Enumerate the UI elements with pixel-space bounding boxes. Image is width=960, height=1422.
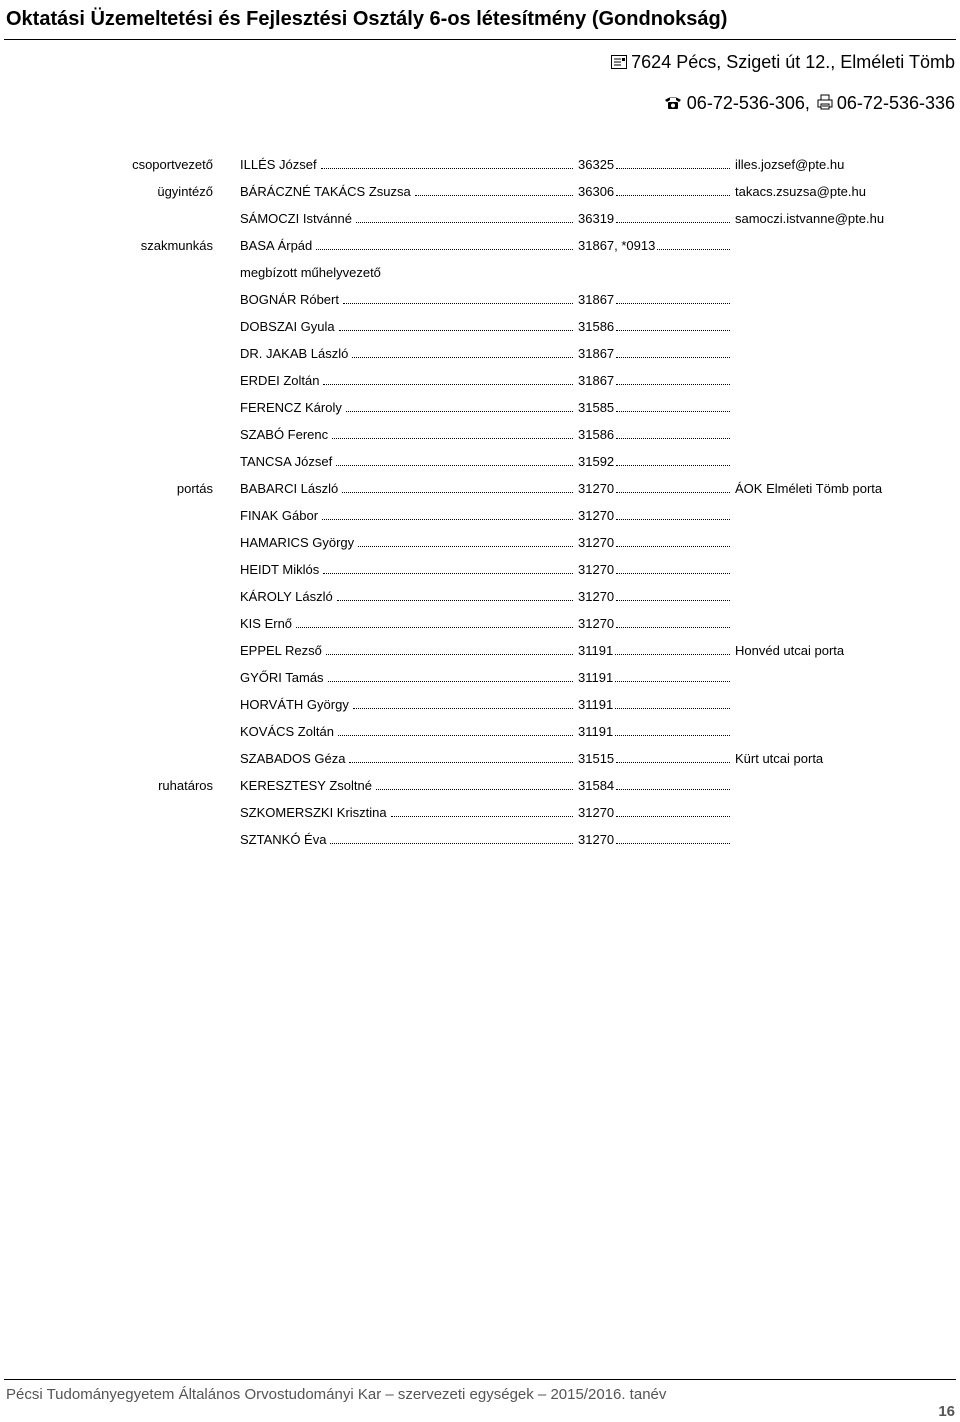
row-note: takacs.zsuzsa@pte.hu [735, 184, 866, 199]
phone-extension [578, 589, 730, 604]
staff-name-text: HORVÁTH György [240, 697, 349, 712]
leader-dots [616, 438, 730, 439]
phone-extension [578, 481, 730, 496]
phone-extension-text: 31270 [578, 535, 615, 550]
staff-name-text: SZKOMERSZKI Krisztina [240, 805, 387, 820]
list-item [0, 827, 960, 854]
phone-extension-text: 31592 [578, 454, 615, 469]
leader-dots [323, 573, 573, 574]
leader-dots [616, 789, 730, 790]
staff-name-text: EPPEL Rezső [240, 643, 322, 658]
staff-name-text: SZABÓ Ferenc [240, 427, 329, 442]
footer-divider [4, 1379, 956, 1380]
staff-name-text: GYŐRI Tamás [240, 670, 324, 685]
phone-extension [578, 346, 730, 361]
role-label: szakmunkás [140, 238, 213, 253]
leader-dots [616, 600, 730, 601]
phone-extension-text: 31270 [578, 562, 615, 577]
leader-dots [326, 654, 573, 655]
phone-extension [578, 643, 730, 658]
leader-dots [615, 681, 730, 682]
mail-icon [611, 53, 627, 74]
leader-dots [358, 546, 573, 547]
list-item [0, 368, 960, 395]
staff-name [240, 400, 573, 415]
leader-dots [376, 789, 573, 790]
staff-name-text: ILLÉS József [240, 157, 317, 172]
leader-dots [415, 195, 573, 196]
phone-extension [578, 184, 730, 199]
leader-dots [616, 465, 730, 466]
leader-dots [615, 708, 730, 709]
phone-extension-text: 31584 [578, 778, 615, 793]
phone-extension-text: 31270 [578, 481, 615, 496]
leader-dots [342, 492, 573, 493]
staff-name [240, 508, 573, 523]
list-item [0, 449, 960, 476]
staff-name [240, 184, 573, 199]
staff-name-text: KOVÁCS Zoltán [240, 724, 334, 739]
staff-name-text: HAMARICS György [240, 535, 355, 550]
list-item [0, 206, 960, 233]
role-label: ügyintéző [157, 184, 213, 199]
staff-name [240, 562, 573, 577]
staff-name-text: FINAK Gábor [240, 508, 319, 523]
phone-extension [578, 454, 730, 469]
leader-dots [616, 195, 730, 196]
staff-name [240, 211, 573, 226]
phone-extension-text: 31867 [578, 373, 615, 388]
staff-name [240, 157, 573, 172]
contact-line [663, 93, 955, 115]
staff-name-text: KIS Ernő [240, 616, 293, 631]
footer-text: Pécsi Tudományegyetem Általános Orvostudományi Kar – szervezeti egységek – 2015/2016. tanév [6, 1386, 667, 1403]
list-item [0, 611, 960, 638]
phone-extension-text: 31191 [578, 643, 614, 658]
staff-name-text: KÁROLY László [240, 589, 333, 604]
leader-dots [616, 330, 730, 331]
staff-name [240, 346, 573, 361]
header-divider [4, 39, 956, 40]
phone-extension [578, 211, 730, 226]
leader-dots [339, 330, 573, 331]
leader-dots [616, 519, 730, 520]
leader-dots [296, 627, 573, 628]
phone-extension-text: 31270 [578, 508, 615, 523]
leader-dots [616, 843, 730, 844]
staff-list [0, 152, 960, 854]
leader-dots [330, 843, 573, 844]
page-number: 16 [938, 1403, 955, 1420]
leader-dots [336, 465, 573, 466]
staff-name-text: SZABADOS Géza [240, 751, 346, 766]
staff-name [240, 751, 573, 766]
staff-name [240, 589, 573, 604]
phone-extension-text: 31191 [578, 724, 614, 739]
list-item [0, 800, 960, 827]
list-item [0, 584, 960, 611]
leader-dots [346, 411, 573, 412]
staff-name [240, 481, 573, 496]
staff-name [240, 616, 573, 631]
leader-dots [353, 708, 573, 709]
staff-name-text: BÁRÁCZNÉ TAKÁCS Zsuzsa [240, 184, 411, 199]
phone-extension [578, 805, 730, 820]
staff-name [240, 724, 573, 739]
staff-name [240, 832, 573, 847]
leader-dots [323, 384, 573, 385]
phone-extension [578, 400, 730, 415]
leader-dots [352, 357, 573, 358]
phone-extension [578, 751, 730, 766]
list-item [0, 314, 960, 341]
leader-dots [391, 816, 573, 817]
phone-extension-text: 31191 [578, 697, 614, 712]
list-item [0, 665, 960, 692]
staff-name-text: FERENCZ Károly [240, 400, 342, 415]
list-item [0, 638, 960, 665]
list-item [0, 557, 960, 584]
phone-extension-text: 31586 [578, 319, 615, 334]
phone-extension-text: 36306 [578, 184, 615, 199]
phone-extension-text: 31270 [578, 589, 615, 604]
phone-extension-text: 31515 [578, 751, 615, 766]
staff-name [240, 454, 573, 469]
phone-extension [578, 238, 730, 253]
leader-dots [343, 303, 573, 304]
staff-name [240, 292, 573, 307]
staff-name [240, 319, 573, 334]
leader-dots [349, 762, 573, 763]
leader-dots [616, 816, 730, 817]
phone-extension [578, 697, 730, 712]
phone-extension-text: 31867 [578, 292, 615, 307]
leader-dots [615, 654, 730, 655]
leader-dots [356, 222, 573, 223]
staff-name-text: HEIDT Miklós [240, 562, 320, 577]
phone-extension [578, 319, 730, 334]
list-item [0, 746, 960, 773]
row-note: Honvéd utcai porta [735, 643, 845, 658]
role-label: portás [176, 481, 213, 496]
staff-name [240, 238, 573, 253]
phone-extension [578, 157, 730, 172]
staff-name [240, 643, 573, 658]
phone-extension-text: 31270 [578, 805, 615, 820]
phone-extension [578, 427, 730, 442]
leader-dots [316, 249, 573, 250]
list-item [0, 503, 960, 530]
staff-name-text: KERESZTESY Zsoltné [240, 778, 372, 793]
role-label: ruhatáros [158, 778, 213, 793]
staff-name-text: DR. JAKAB László [240, 346, 349, 361]
staff-name-text: BABARCI László [240, 481, 339, 496]
phone-extension-text: 31586 [578, 427, 615, 442]
list-item [0, 530, 960, 557]
leader-dots [328, 681, 573, 682]
leader-dots [616, 222, 730, 223]
phone-extension [578, 724, 730, 739]
staff-name [240, 373, 573, 388]
list-item [0, 773, 960, 800]
staff-name [240, 697, 573, 712]
phone-extension-text: 31585 [578, 400, 615, 415]
leader-dots [657, 249, 730, 250]
row-note: samoczi.istvanne@pte.hu [735, 211, 885, 226]
leader-dots [338, 735, 573, 736]
staff-title: megbízott műhelyvezető [240, 265, 381, 280]
phone-extension-text: 31867, *0913 [578, 238, 656, 253]
leader-dots [616, 627, 730, 628]
list-item [0, 260, 960, 287]
phone-extension [578, 832, 730, 847]
list-item [0, 233, 960, 260]
fax-icon [817, 94, 833, 115]
staff-name [240, 670, 573, 685]
phone-extension-text: 31191 [578, 670, 614, 685]
phone-extension-text: 36325 [578, 157, 615, 172]
fax-number: 06-72-536-336 [836, 93, 955, 113]
leader-dots [321, 168, 573, 169]
phone-extension-text: 36319 [578, 211, 615, 226]
list-item [0, 422, 960, 449]
leader-dots [616, 357, 730, 358]
phone-extension-text: 31270 [578, 616, 615, 631]
leader-dots [616, 384, 730, 385]
address-line [611, 52, 955, 74]
phone-icon [663, 94, 683, 115]
staff-name-text: SÁMOCZI Istvánné [240, 211, 352, 226]
phone-extension [578, 508, 730, 523]
role-label: csoportvezető [132, 157, 213, 172]
staff-name [240, 535, 573, 550]
list-item [0, 152, 960, 179]
list-item [0, 395, 960, 422]
phone-number: 06-72-536-306, [686, 93, 810, 113]
leader-dots [616, 492, 730, 493]
list-item [0, 341, 960, 368]
phone-extension [578, 670, 730, 685]
leader-dots [616, 573, 730, 574]
phone-extension [578, 535, 730, 550]
leader-dots [332, 438, 573, 439]
staff-name-text: SZTANKÓ Éva [240, 832, 327, 847]
leader-dots [616, 303, 730, 304]
list-item [0, 179, 960, 206]
list-item [0, 476, 960, 503]
staff-name-text: TANCSA József [240, 454, 333, 469]
staff-name-text: DOBSZAI Gyula [240, 319, 335, 334]
leader-dots [337, 600, 573, 601]
row-note: ÁOK Elméleti Tömb porta [735, 481, 883, 496]
staff-name [240, 778, 573, 793]
staff-name [240, 427, 573, 442]
leader-dots [322, 519, 573, 520]
staff-name-text: ERDEI Zoltán [240, 373, 320, 388]
page-title: Oktatási Üzemeltetési és Fejlesztési Osztály 6-os létesítmény (Gondnokság) [6, 8, 728, 30]
list-item [0, 719, 960, 746]
phone-extension [578, 616, 730, 631]
list-item [0, 287, 960, 314]
leader-dots [616, 168, 730, 169]
staff-name [240, 805, 573, 820]
leader-dots [616, 546, 730, 547]
phone-extension-text: 31270 [578, 832, 615, 847]
phone-extension [578, 373, 730, 388]
staff-name-text: BOGNÁR Róbert [240, 292, 339, 307]
phone-extension [578, 292, 730, 307]
leader-dots [616, 411, 730, 412]
row-note: illes.jozsef@pte.hu [735, 157, 845, 172]
staff-name-text: BASA Árpád [240, 238, 313, 253]
leader-dots [616, 762, 730, 763]
phone-extension [578, 778, 730, 793]
phone-extension-text: 31867 [578, 346, 615, 361]
row-note: Kürt utcai porta [735, 751, 824, 766]
phone-extension [578, 562, 730, 577]
list-item [0, 692, 960, 719]
address-text: 7624 Pécs, Szigeti út 12., Elméleti Tömb [631, 52, 955, 72]
leader-dots [615, 735, 730, 736]
